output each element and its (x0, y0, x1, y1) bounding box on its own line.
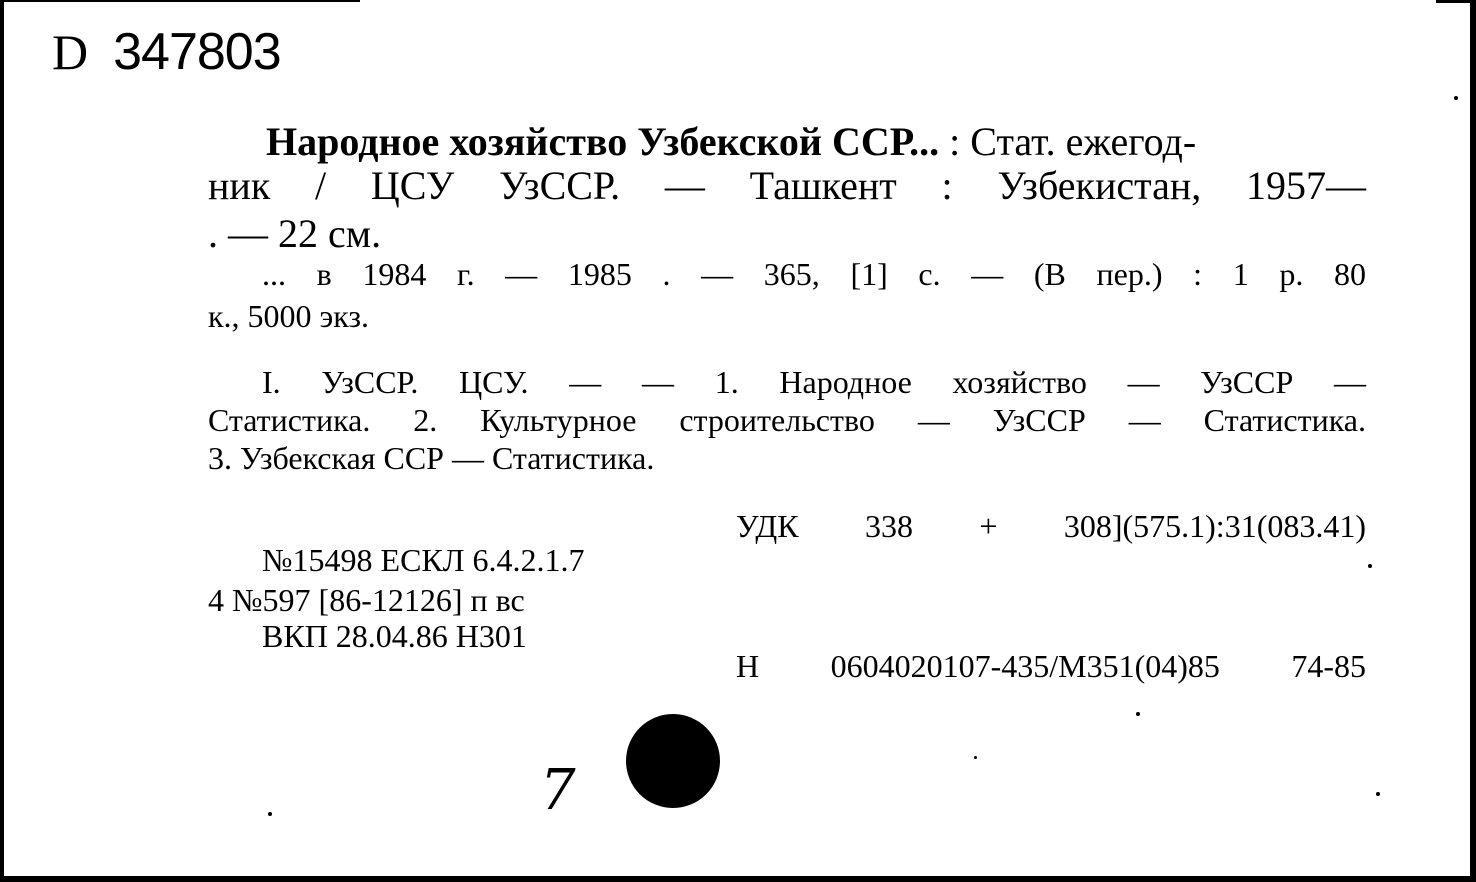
catalog-line-1: №15498 ЕСКЛ 6.4.2.1.7 (262, 542, 585, 578)
subjects-line-3: 3. Узбекская ССР — Статистика. (208, 440, 655, 476)
card-left-edge (0, 0, 4, 882)
speck (1376, 792, 1380, 796)
title-bold: Народное хозяйство Узбекской ССР... (266, 119, 940, 164)
shelfmark (52, 22, 281, 82)
card-right-edge (1470, 0, 1476, 882)
speck (268, 812, 272, 816)
volume-line-2: к., 5000 экз. (208, 298, 370, 334)
speck (1368, 564, 1372, 568)
title-rest: : Стат. ежегод- (939, 119, 1197, 164)
speck (974, 756, 977, 759)
speck (1454, 96, 1458, 100)
card-top-edge (0, 0, 360, 2)
title-line (266, 119, 1366, 164)
speck (1136, 712, 1140, 716)
shelfmark-number: 347803 (113, 23, 281, 81)
catalog-line-3: ВКП 28.04.86 Н301 (262, 618, 527, 654)
catalog-line-2: 4 №597 [86-12126] п вс (208, 582, 525, 618)
imprint-line: ник / ЦСУ УзССР. — Ташкент : Узбекистан, 1957— (208, 163, 1366, 208)
punched-hole-dot (626, 714, 720, 808)
shelfmark-letter: D (52, 24, 88, 80)
subjects-line-1: I. УзССР. ЦСУ. — — 1. Народное хозяйство — УзССР — (262, 364, 1366, 400)
card-bottom-edge (0, 876, 1476, 882)
subjects-line-2: Статистика. 2. Культурное строительство — УзССР — Статистика. (208, 402, 1366, 438)
udc-line: УДК 338 + 308](575.1):31(083.41) (736, 508, 1366, 544)
volume-line-1: ... в 1984 г. — 1985 . — 365, [1] с. — (В пер.) : 1 р. 80 (262, 256, 1366, 292)
code-line: Н 0604020107-435/М351(04)85 74-85 (736, 648, 1366, 684)
dimensions-line: . — 22 см. (208, 211, 382, 256)
card-top-edge-right (1436, 0, 1476, 3)
handwritten-mark: 7 (540, 758, 576, 823)
